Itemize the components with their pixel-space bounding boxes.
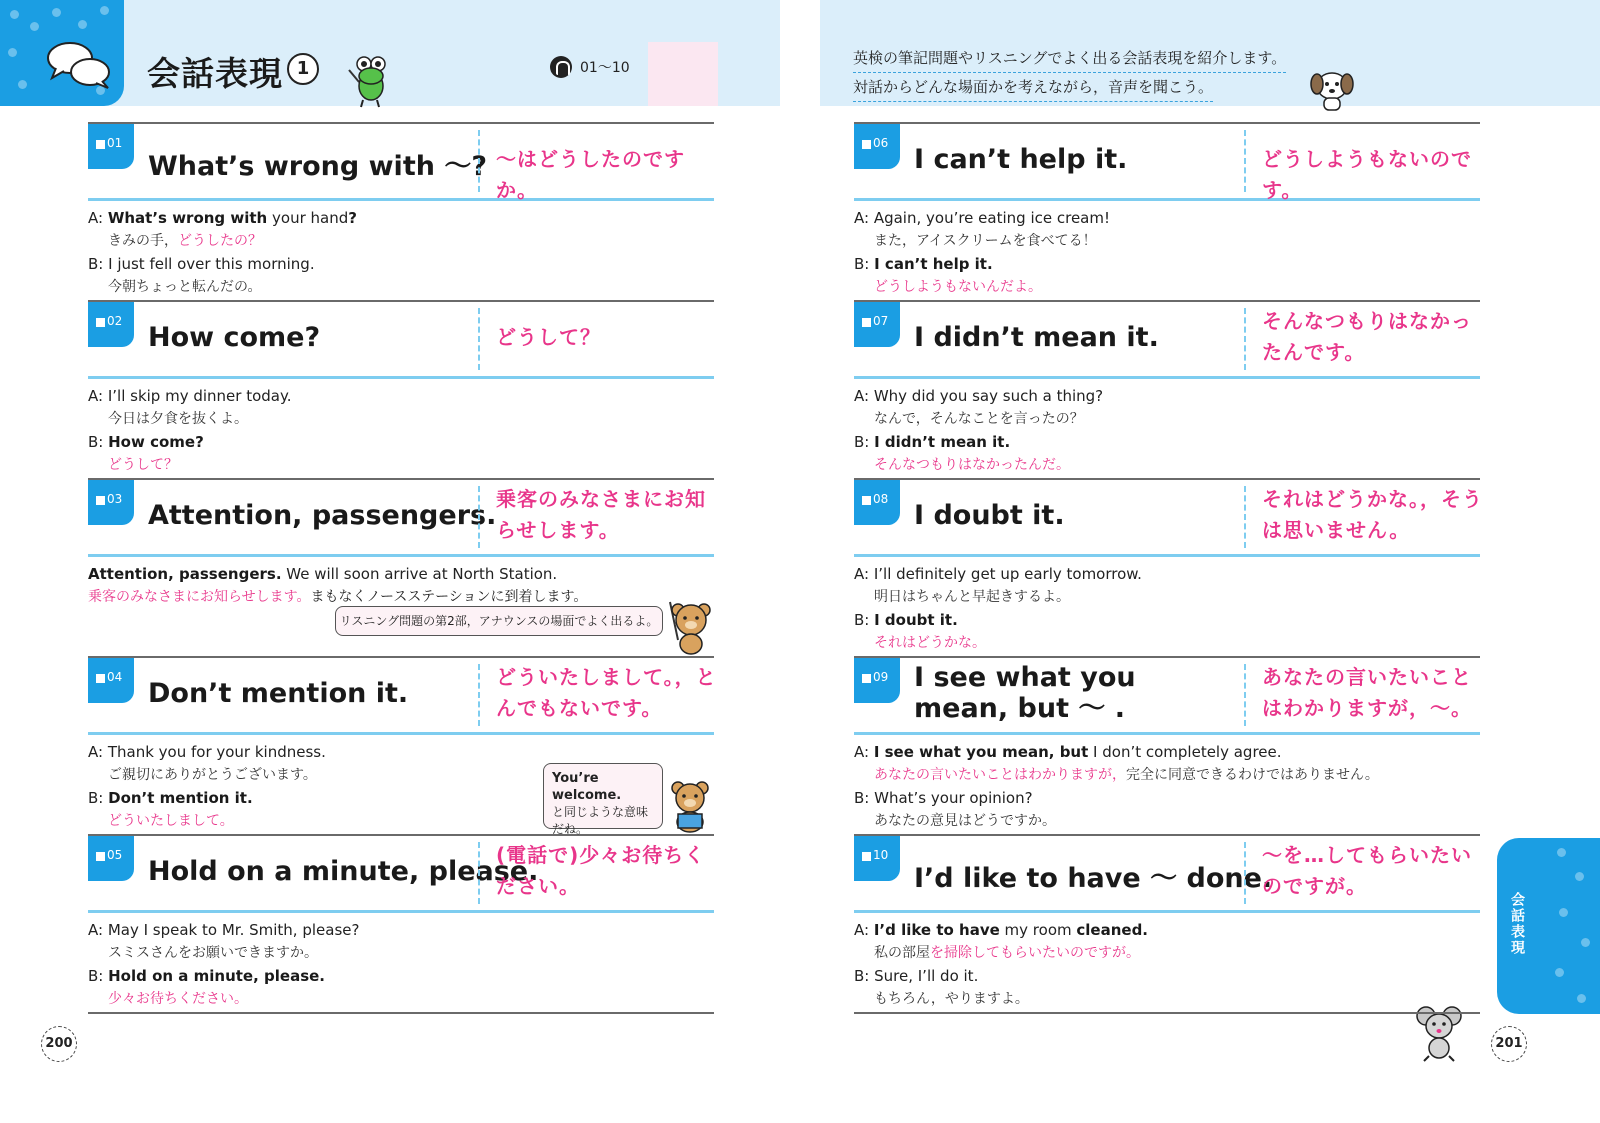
entry-phrase: I can’t help it. (914, 144, 1128, 175)
dashed-divider (1244, 664, 1246, 726)
dialogue (88, 913, 714, 1011)
bottom-rule-left (88, 1012, 714, 1014)
dialogue-line-en (88, 563, 714, 586)
speaker-label: A: (854, 387, 874, 405)
entry-number: 07 (873, 314, 889, 328)
dialogue-line-ja (854, 810, 1480, 833)
square-icon (862, 140, 871, 149)
entry-phrase: Hold on a minute, please. (148, 856, 539, 887)
speaker-label: A: (854, 209, 874, 227)
entry-number-badge (854, 124, 900, 169)
speaker-label: A: (88, 743, 108, 761)
dialogue-line-en (88, 385, 714, 408)
text-run: I didn’t mean it. (874, 433, 1011, 451)
entry-number: 03 (107, 492, 123, 506)
dialogue-line-en (88, 965, 714, 988)
text-run: Sure, I’ll do it. (874, 967, 979, 985)
dialogue (854, 735, 1480, 833)
audio-track-indicator (550, 56, 630, 78)
dashed-divider (1244, 130, 1246, 192)
text-run: どうしようもないんだよ。 (874, 279, 1042, 295)
dialogue-line-ja (854, 276, 1480, 299)
entry-number: 08 (873, 492, 889, 506)
audio-range: 01～10 (580, 60, 630, 76)
title-tab (0, 0, 124, 106)
page-number-left: 200 (41, 1026, 77, 1062)
entry-translation: そんなつもりはなかったんです。 (1262, 309, 1472, 364)
bottom-rule-right (854, 1012, 1480, 1014)
dog-mascot-icon (1308, 64, 1356, 112)
text-run: Again, you’re eating ice cream! (873, 209, 1110, 227)
dialogue-line-ja (854, 454, 1480, 477)
speaker-label: A: (854, 565, 874, 583)
text-run: また，アイスクリームを食べてる！ (874, 233, 1097, 249)
dialogue (854, 379, 1480, 477)
square-icon (862, 496, 871, 505)
dialogue-line-en (854, 253, 1480, 276)
text-run: 今朝ちょっと転んだの。 (108, 279, 262, 295)
intro-text (853, 44, 1333, 102)
entry-header (854, 122, 1480, 201)
square-icon (96, 318, 105, 327)
dialogue-line-ja (88, 942, 714, 965)
title-number: 1 (287, 53, 319, 85)
entry-phrase: Don’t mention it. (148, 678, 409, 709)
dashed-divider (478, 308, 480, 370)
text-run: I doubt it. (874, 611, 958, 629)
text-run: どうして？ (108, 457, 178, 473)
entry-translation: それはどうかな。，そうは思いません。 (1262, 487, 1483, 542)
pink-tab (648, 42, 718, 106)
entry-translation: 乗客のみなさまにお知らせします。 (496, 487, 706, 542)
entry-number: 10 (873, 848, 889, 862)
entry-translation: あなたの言いたいことはわかりますが，～。 (1262, 665, 1472, 720)
speaker-label: A: (854, 921, 874, 939)
entry-number-badge (854, 480, 900, 525)
text-run: your hand (267, 209, 349, 227)
text-run: あなたの言いたいことはわかりますが， (874, 767, 1126, 783)
dialogue (854, 201, 1480, 299)
frog-mascot-icon (345, 52, 393, 108)
dialogue-line-ja (854, 230, 1480, 253)
dialogue-line-en (854, 431, 1480, 454)
entry-05 (88, 834, 714, 1011)
dialogue-line-en (854, 965, 1480, 988)
text-run: を掃除してもらいたいのですが。 (930, 945, 1140, 961)
entry-03 (88, 478, 714, 609)
entry-header (88, 834, 714, 913)
entry-number-badge (854, 302, 900, 347)
entry-number: 05 (107, 848, 123, 862)
text-run: my room (999, 921, 1077, 939)
text-run: それはどうかな。 (874, 635, 986, 651)
speaker-label: A: (88, 209, 108, 227)
welcome-note-bubble (543, 763, 663, 836)
dialogue-line-ja (88, 276, 714, 299)
entry-phrase: I see what you mean, but ～ . (914, 662, 1136, 724)
entry-08 (854, 478, 1483, 655)
dialogue (854, 913, 1480, 1011)
entry-translation: ～はどうしたのですか。 (496, 147, 685, 202)
dialogue (88, 557, 714, 609)
entry-06 (854, 122, 1480, 299)
text-run: スミスさんをお願いできますか。 (108, 945, 318, 961)
dialogue-line-ja (854, 586, 1480, 609)
bear-mascot-icon (664, 600, 714, 656)
dialogue-line-ja (88, 988, 714, 1011)
dashed-divider (1244, 486, 1246, 548)
entry-10 (854, 834, 1480, 1011)
entry-phrase: I’d like to have ～ done. (914, 863, 1273, 894)
dashed-divider (1244, 308, 1246, 370)
listening-tip-bubble: リスニング問題の第2部，アナウンスの場面でよく出るよ。 (335, 606, 663, 636)
square-icon (96, 852, 105, 861)
entry-header (854, 656, 1480, 735)
entry-07 (854, 300, 1480, 477)
dashed-divider (478, 842, 480, 904)
entry-number-badge (854, 658, 900, 703)
page-number-right: 201 (1491, 1026, 1527, 1062)
entry-phrase: What’s wrong with ～? (148, 151, 488, 182)
entry-01 (88, 122, 714, 299)
entry-phrase: I doubt it. (914, 500, 1065, 531)
page-title: 会話表現 (147, 54, 283, 93)
text-run: 少々お待ちください。 (108, 991, 248, 1007)
dialogue (88, 379, 714, 477)
speech-bubbles-icon (44, 38, 114, 90)
entry-number-badge (88, 302, 134, 347)
text-run: Why did you say such a thing? (873, 387, 1104, 405)
dialogue-line-ja (854, 408, 1480, 431)
entry-header (88, 300, 714, 379)
text-run: 乗客のみなさまにお知らせします。 (88, 589, 311, 605)
dialogue-line-en (88, 431, 714, 454)
dialogue (88, 201, 714, 299)
speaker-label: A: (88, 921, 108, 939)
entry-header (88, 122, 714, 201)
square-icon (862, 852, 871, 861)
entry-translation: ～を…してもらいたいのですが。 (1262, 843, 1472, 898)
bear-reading-mascot-icon (666, 780, 714, 834)
entry-phrase: Attention, passengers. (148, 500, 497, 531)
speaker-label: B: (854, 789, 875, 807)
text-run: I can’t help it. (874, 255, 993, 273)
welcome-note-ja: と同じような意味だね。 (552, 805, 649, 836)
dialogue-line-ja (854, 764, 1480, 787)
text-run: あなたの意見はどうですか。 (874, 813, 1056, 829)
speaker-label: B: (88, 255, 109, 273)
entry-translation: どういたしまして。，とんでもないです。 (496, 665, 717, 720)
text-run: なんで，そんなことを言ったの？ (874, 411, 1084, 427)
entry-phrase: How come? (148, 322, 321, 353)
speaker-label: B: (854, 611, 875, 629)
dialogue-line-ja (88, 408, 714, 431)
speaker-label: B: (854, 433, 875, 451)
entry-header (854, 300, 1480, 379)
square-icon (96, 496, 105, 505)
intro-line-1: 英検の筆記問題やリスニングでよく出る会話表現を紹介します。 (853, 44, 1286, 73)
dialogue-line-ja (88, 454, 714, 477)
entry-02 (88, 300, 714, 477)
entry-translation: (電話で)少々お待ちください。 (496, 843, 706, 898)
entry-header (854, 478, 1483, 557)
text-run: Attention, passengers. (88, 565, 282, 583)
dialogue-line-en (88, 919, 714, 942)
entry-number: 02 (107, 314, 123, 328)
text-run: そんなつもりはなかったんだ。 (874, 457, 1070, 473)
speaker-label: B: (854, 255, 875, 273)
entry-number-badge (854, 836, 900, 881)
text-run: I see what you mean, but (873, 743, 1089, 761)
text-run: I’ll skip my dinner today. (107, 387, 292, 405)
text-run: May I speak to Mr. Smith, please? (107, 921, 360, 939)
entry-number-badge (88, 480, 134, 525)
entry-phrase: I didn’t mean it. (914, 322, 1159, 353)
intro-line-2: 対話からどんな場面かを考えながら，音声を聞こう。 (853, 73, 1213, 102)
dialogue-line-ja (88, 230, 714, 253)
entry-header (88, 478, 714, 557)
speaker-label: A: (854, 743, 874, 761)
entry-number: 09 (873, 670, 889, 684)
dialogue-line-en (854, 787, 1480, 810)
text-run: 完全に同意できるわけではありません。 (1126, 767, 1379, 783)
dialogue (854, 557, 1480, 655)
dialogue-line-en (88, 207, 714, 230)
text-run: I just fell over this morning. (108, 255, 315, 273)
speaker-label: B: (88, 789, 109, 807)
entry-translation: どうしようもないのです。 (1262, 147, 1472, 202)
entry-number-badge (88, 658, 134, 703)
text-run: I don’t completely agree. (1088, 743, 1282, 761)
headphones-icon (550, 56, 572, 78)
entry-number-badge (88, 124, 134, 169)
dialogue-line-ja (854, 942, 1480, 965)
dashed-divider (1244, 842, 1246, 904)
dialogue-line-en (88, 741, 714, 764)
entry-number: 04 (107, 670, 123, 684)
text-run: Hold on a minute, please. (108, 967, 326, 985)
text-run: cleaned. (1076, 921, 1149, 939)
text-run: What’s wrong with (107, 209, 268, 227)
text-run: I’ll definitely get up early tomorrow. (873, 565, 1142, 583)
entry-translation: どうして？ (496, 325, 601, 349)
speaker-label: B: (88, 433, 109, 451)
entry-09 (854, 656, 1480, 833)
welcome-note-en: You’re welcome. (552, 771, 622, 803)
square-icon (862, 674, 871, 683)
dashed-divider (478, 486, 480, 548)
dialogue-line-en (854, 563, 1480, 586)
text-run: ? (348, 209, 357, 227)
dialogue-line-en (854, 207, 1480, 230)
dashed-divider (478, 664, 480, 726)
square-icon (96, 674, 105, 683)
text-run: 私の部屋 (874, 945, 930, 961)
text-run: きみの手， (108, 233, 178, 249)
square-icon (96, 140, 105, 149)
speaker-label: B: (854, 967, 875, 985)
entry-header (88, 656, 717, 735)
text-run: まもなくノースステーションに到着します。 (310, 589, 588, 605)
dialogue-line-en (854, 609, 1480, 632)
text-run: What’s your opinion? (874, 789, 1033, 807)
text-run: How come? (108, 433, 204, 451)
text-run: I’d like to have (873, 921, 1000, 939)
entry-number: 06 (873, 136, 889, 150)
dashed-divider (478, 130, 480, 192)
text-run: どうしたの？ (178, 233, 262, 249)
entry-header (854, 834, 1480, 913)
text-run: 明日はちゃんと早起きするよ。 (874, 589, 1070, 605)
side-tab-label: 会話表現 (1509, 892, 1525, 956)
text-run: 今日は夕食を抜くよ。 (108, 411, 248, 427)
speaker-label: B: (88, 967, 109, 985)
text-run: Don’t mention it. (108, 789, 253, 807)
text-run: Thank you for your kindness. (107, 743, 326, 761)
dialogue-line-ja (854, 632, 1480, 655)
text-run: もちろん，やりますよ。 (874, 991, 1029, 1007)
text-run: We will soon arrive at North Station. (281, 565, 558, 583)
entry-number-badge (88, 836, 134, 881)
square-icon (862, 318, 871, 327)
dialogue-line-en (854, 919, 1480, 942)
dialogue-line-en (854, 385, 1480, 408)
dialogue-line-ja (854, 988, 1480, 1011)
dialogue-line-en (854, 741, 1480, 764)
text-run: どういたしまして。 (108, 813, 234, 829)
speaker-label: A: (88, 387, 108, 405)
text-run: ご親切にありがとうございます。 (108, 767, 317, 783)
entry-number: 01 (107, 136, 123, 150)
dialogue-line-en (88, 253, 714, 276)
